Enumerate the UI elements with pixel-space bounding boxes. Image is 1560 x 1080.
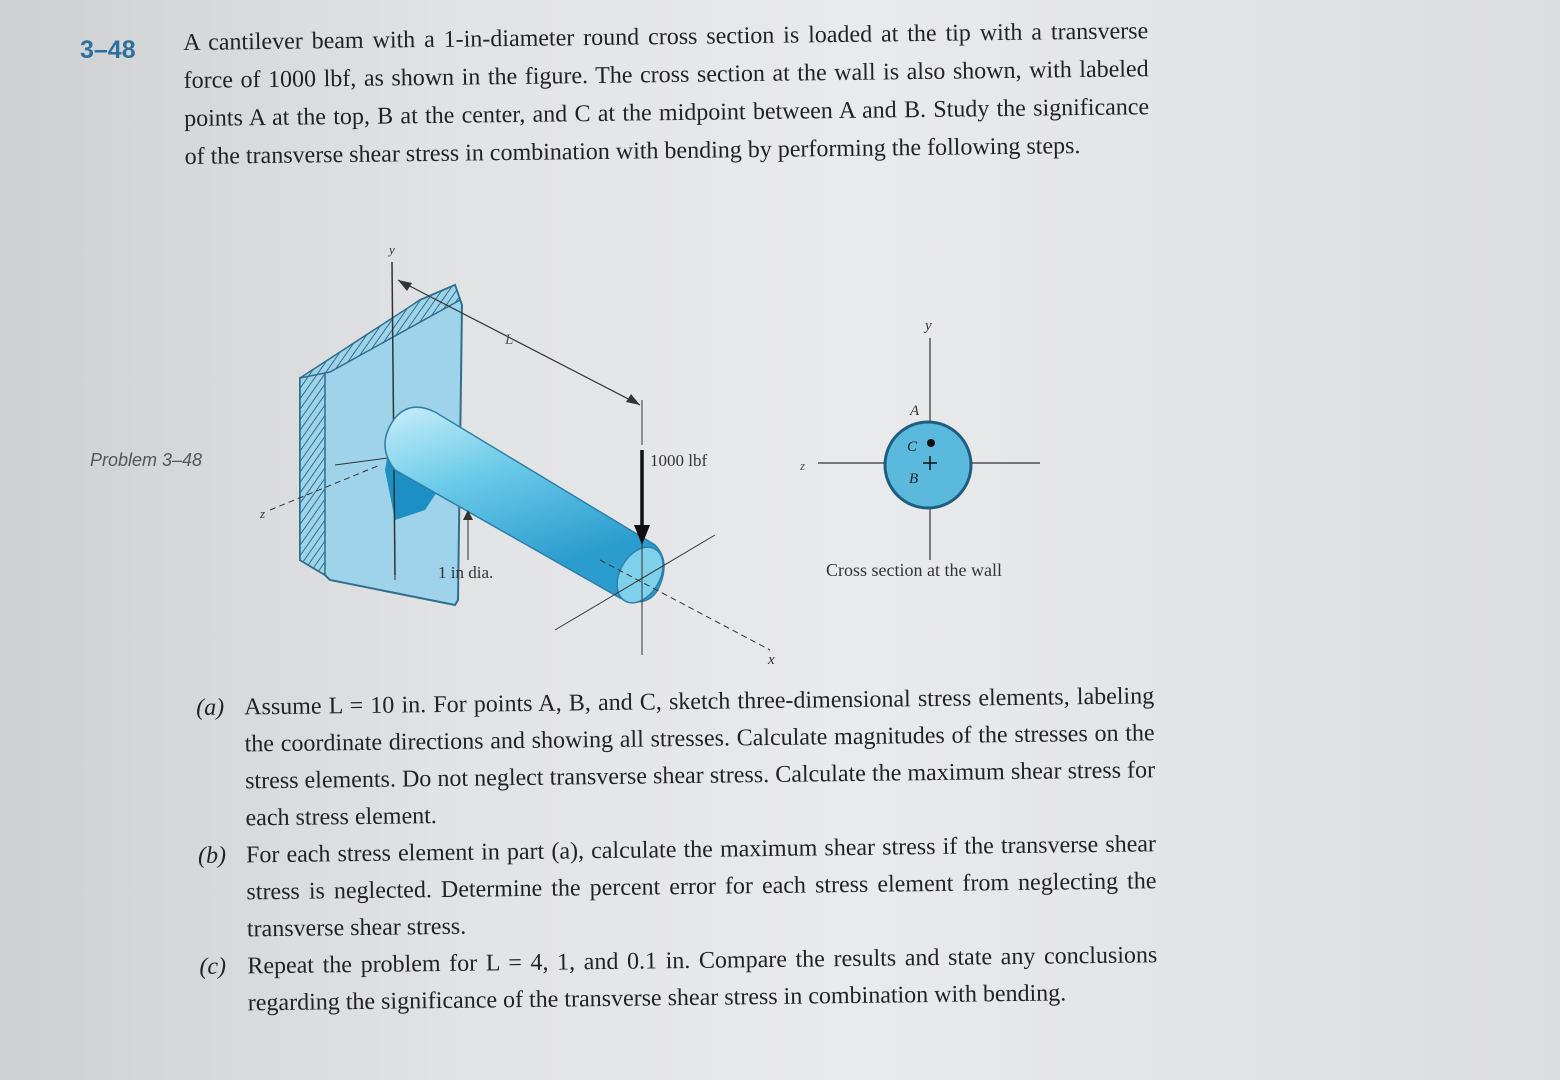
- part-c-text: Repeat the problem for L = 4, 1, and 0.1 in. Compare the results and state any conclusions regarding the significance of the transverse shear stress in combination with bending.: [247, 942, 1158, 1017]
- point-c-marker: [927, 439, 935, 447]
- beam-z-label: z: [260, 506, 266, 521]
- part-a: [196, 678, 1156, 838]
- length-label: L: [505, 332, 514, 348]
- problem-parts: [196, 678, 1158, 1023]
- beam-y-label: y: [389, 242, 395, 257]
- point-a-label: A: [910, 403, 920, 419]
- diameter-label: 1 in dia.: [438, 563, 494, 582]
- length-arrow-start: [398, 280, 412, 291]
- length-arrow-end: [626, 394, 640, 405]
- part-c: [199, 937, 1158, 1023]
- section-y-label: y: [925, 318, 932, 334]
- section-caption: Cross section at the wall: [826, 560, 1002, 580]
- cross-section-figure: [799, 318, 1040, 580]
- beam-x-label: x: [768, 652, 775, 668]
- part-b-text: For each stress element in part (a), calculate the maximum shear stress if the transverse shear stress is neglected. Determine the percent error for each stress element from neglecting the transverse shear stress.: [245, 831, 1157, 943]
- point-b-label: B: [909, 471, 919, 487]
- section-circle: [885, 422, 971, 508]
- part-b-tag: (b): [197, 842, 227, 869]
- wall-hatch-left: [300, 368, 325, 575]
- force-label: 1000 lbf: [650, 451, 708, 470]
- point-c-label: C: [907, 439, 918, 455]
- part-c-tag: (c): [199, 953, 227, 980]
- figure-caption: Problem 3–48: [90, 450, 203, 470]
- part-a-text: Assume L = 10 in. For points A, B, and C, sketch three-dimensional stress elements, labeling the coordinate directions and showing all stresses. Calculate magnitudes of the stresses on the stress elements. Do not neglect transverse shear stress. Calculate the maximum shear stress for each stress element.: [244, 683, 1156, 832]
- cantilever-figure: [259, 242, 775, 668]
- part-a-tag: (a): [196, 694, 225, 721]
- section-z-label: z: [800, 458, 806, 473]
- problem-number: 3–48: [80, 36, 136, 64]
- part-b: [198, 826, 1157, 949]
- problem-statement: A cantilever beam with a 1-in-diameter round cross section is loaded at the tip with a transverse force of 1000 lbf, as shown in the figure. The cross section at the wall is also shown, with labeled points A at the top, B at the center, and C at the midpoint between A and B. Study the significance of the transverse shear stress in combination with bending by performing the following steps.: [183, 18, 1150, 170]
